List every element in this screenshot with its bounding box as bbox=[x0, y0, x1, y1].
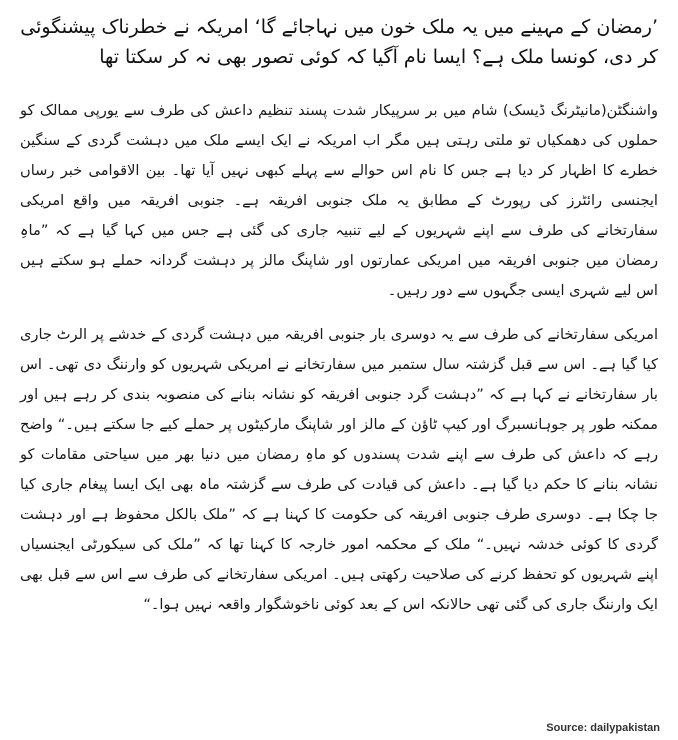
article-paragraph-1: واشنگٹن(مانیٹرنگ ڈیسک) شام میں بر سرپیکار شدت پسند تنظیم داعش کی طرف سے یورپی ممالک کو حملوں کی دھمکیاں تو ملتی رہتی ہیں مگر اب امریکہ نے ایک ایسے ملک میں دہشت گردی کے سنگین خطرے کا اظہار کر دیا ہے جس کا نام اس حوالے سے پہلے کبھی نہیں آیا تھا۔ بین الاقوامی خبر رساں ایجنسی رائٹرز کی رپورٹ کے مطابق یہ ملک جنوبی افریقہ ہے۔ جنوبی افریقہ میں واقع امریکی سفارتخانے کی طرف سے اپنے شہریوں کے لیے تنبیہ جاری کی گئی ہے جس میں کہا گیا ہے کہ ”ماہِ رمضان میں جنوبی افریقہ میں امریکی عمارتوں اور شاپنگ مالز پر دہشت گردانہ حملے ہو سکتے ہیں اس لیے شہری ایسی جگہوں سے دور رہیں۔ bbox=[20, 102, 658, 299]
article-headline: ’رمضان کے مہینے میں یہ ملک خون میں نہاجائے گا‘ امریکہ نے خطرناک پیشنگوئی کر دی، کونسا ملک ہے؟ ایسا نام آگیا کہ کوئی تصور بھی نہ کر سکتا تھا bbox=[20, 16, 658, 68]
source-credit: Source: dailypakistan bbox=[546, 722, 660, 734]
article-paragraph-2: امریکی سفارتخانے کی طرف سے یہ دوسری بار جنوبی افریقہ میں دہشت گردی کے خدشے پر الرٹ جاری کیا گیا ہے۔ اس سے قبل گزشتہ سال ستمبر میں سفارتخانے نے امریکی شہریوں کو وارننگ دی تھی۔ اس بار سفارتخانے نے کہا ہے کہ ”دہشت گرد جنوبی افریقہ کو نشانہ بنانے کی منصوبہ بندی کر رہے ہیں اور ممکنہ طور پر جوہانسبرگ اور کیپ ٹاؤن کے مالز اور شاپنگ مارکیٹوں پر حملے کیے جا سکتے ہیں۔“ واضح رہے کہ داعش کی طرف سے اپنے شدت پسندوں کو ماہِ رمضان میں دنیا بھر میں سیاحتی مقامات کو نشانہ بنانے کا حکم دیا گیا ہے۔ داعش کی قیادت کی طرف سے گزشتہ ماہ بھی ایک ایسا پیغام جاری کیا جا چکا ہے۔ دوسری طرف جنوبی افریقہ کی حکومت کا کہنا ہے کہ ”ملک بالکل محفوظ ہے اور دہشت گردی کا کوئی خدشہ نہیں۔“ ملک کے محکمہ امور خارجہ کا کہنا تھا کہ ”ملک کی سیکورٹی ایجنسیاں اپنے شہریوں کو تحفظ کرنے کی صلاحیت رکھتی ہیں۔ امریکی سفارتخانے کی طرف سے اس سے قبل بھی ایک وارننگ جاری کی گئی تھی حالانکہ اس کے بعد کوئی ناخوشگوار واقعہ نہیں ہوا۔“ bbox=[20, 326, 658, 613]
